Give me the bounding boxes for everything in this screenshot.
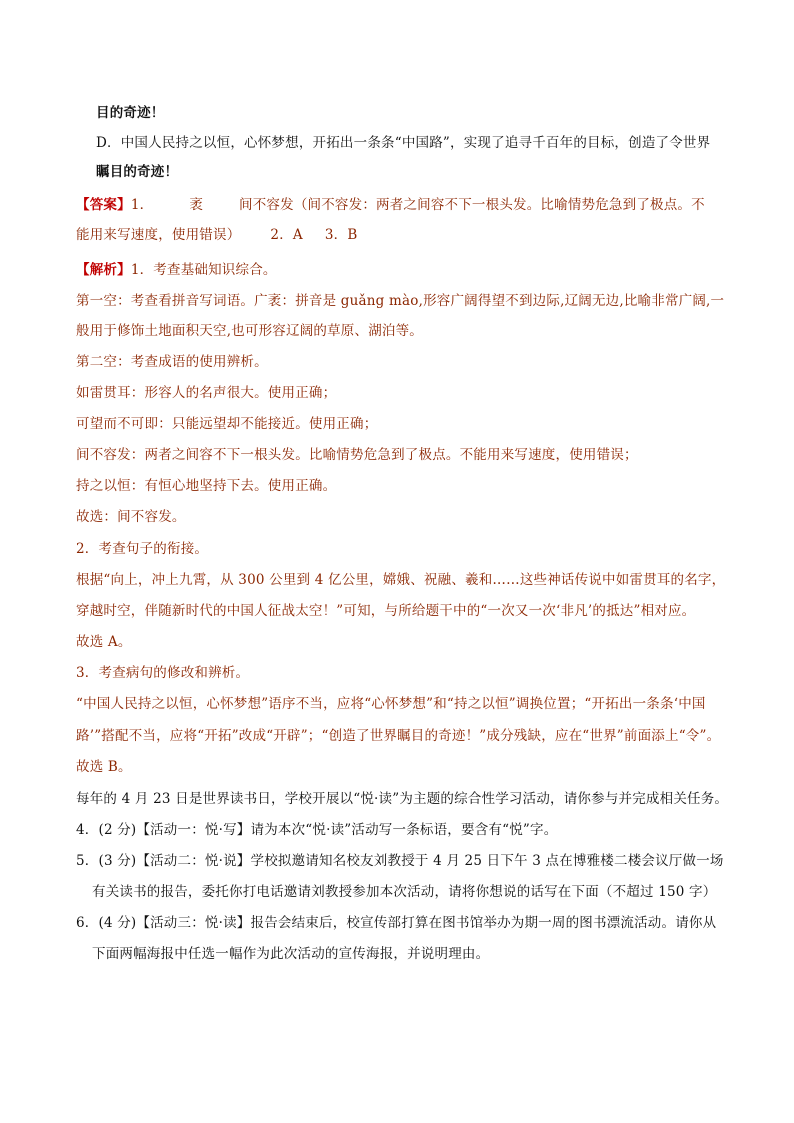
option-c-tail: 目的奇迹！ — [96, 105, 165, 121]
answer-line2 — [76, 226, 357, 244]
analysis-label: 【解析】 — [76, 262, 131, 278]
analysis-line-12: 故选 A。 — [76, 634, 132, 650]
answer-q1-char: 袤 — [189, 197, 204, 213]
question-6-line1: 6．(4 分)【活动三：悦·读】报告会结束后，校宣传部打算在图书馆举办为期一周的图书漂流活动。请你从 — [76, 915, 717, 931]
analysis-line-7: 持之以恒：有恒心地坚持下去。使用正确。 — [76, 478, 337, 494]
option-d-line2: 瞩目的奇迹！ — [96, 164, 179, 180]
analysis-line-5: 可望而不可即：只能远望却不能接近。使用正确； — [76, 416, 378, 432]
analysis-line-1: 第一空：考查看拼音写词语。广袤：拼音是 guǎng mào,形容广阔得望不到边际,辽阔无边,比喻非常广阔,一 — [76, 293, 725, 309]
analysis-line-16: 故选 B。 — [76, 759, 132, 775]
question-5-line1: 5．(3 分)【活动二：悦·说】学校拟邀请知名校友刘教授于 4 月 25 日下午 3 点在博雅楼二楼会议厅做一场 — [76, 853, 724, 869]
answer-line1 — [76, 196, 705, 214]
analysis-line-2: 般用于修饰土地面积天空,也可形容辽阔的草原、湖泊等。 — [76, 323, 423, 339]
question-6-line2: 下面两幅海报中任选一幅作为此次活动的宣传海报，并说明理由。 — [92, 946, 490, 962]
question-4: 4．(2 分)【活动一：悦·写】请为本次“悦·读”活动写一条标语，要含有“悦”字。 — [76, 822, 558, 838]
answer-q1-num: 1． — [130, 197, 154, 213]
analysis-line-3: 第二空：考查成语的使用辨析。 — [76, 354, 268, 370]
analysis-line-0: 【解析】1．考查基础知识综合。 — [76, 262, 277, 278]
analysis-line-11: 穿越时空，伴随新时代的中国人征战太空！”可知，与所给题干中的“一次又一次‘非凡’的抵达”相对应。 — [76, 603, 696, 619]
analysis-line-4: 如雷贯耳：形容人的名声很大。使用正确； — [76, 385, 337, 401]
analysis-line-14: “中国人民持之以恒，心怀梦想”语序不当，应将“心怀梦想”和“持之以恒”调换位置；“开拓出一条条‘中国 — [76, 696, 706, 712]
analysis-line-15: 路’”搭配不当，应将“开拓”改成“开辟”；“创造了世界瞩目的奇迹！”成分残缺，应在“世界”前面添上“令”。 — [76, 728, 721, 744]
analysis-line-6: 间不容发：两者之间容不下一根头发。比喻情势危急到了极点。不能用来写速度，使用错误； — [76, 447, 638, 463]
analysis-line-10: 根据“向上，冲上九霄，从 300 公里到 4 亿公里，嫦娥、祝融、羲和……这些神话传说中如雷贯耳的名字， — [76, 572, 726, 588]
analysis-line-13: 3．考查病句的修改和辨析。 — [76, 665, 250, 681]
question-5-line2: 有关读书的报告，委托你打电话邀请刘教授参加本次活动，请将你想说的话写在下面（不超过 150 字） — [92, 884, 717, 900]
answer-q3: 3．B — [324, 227, 358, 243]
answer-q2: 2．A — [270, 227, 303, 243]
answer-label: 【答案】 — [76, 197, 131, 213]
option-d-line1: D．中国人民持之以恒，心怀梦想，开拓出一条条“中国路”，实现了追寻千百年的目标，创造了令世界 — [96, 135, 711, 151]
answer-q1-text2: 能用来写速度，使用错误） — [76, 227, 241, 243]
answer-q1-text: 间不容发（间不容发：两者之间容不下一根头发。比喻情势危急到了极点。不 — [239, 197, 705, 213]
analysis-line-8: 故选：间不容发。 — [76, 509, 186, 525]
tasks-intro: 每年的 4 月 23 日是世界读书日，学校开展以“悦·读”为主题的综合性学习活动，请你参与并完成相关任务。 — [76, 791, 729, 807]
analysis-line-9: 2．考查句子的衔接。 — [76, 541, 209, 557]
